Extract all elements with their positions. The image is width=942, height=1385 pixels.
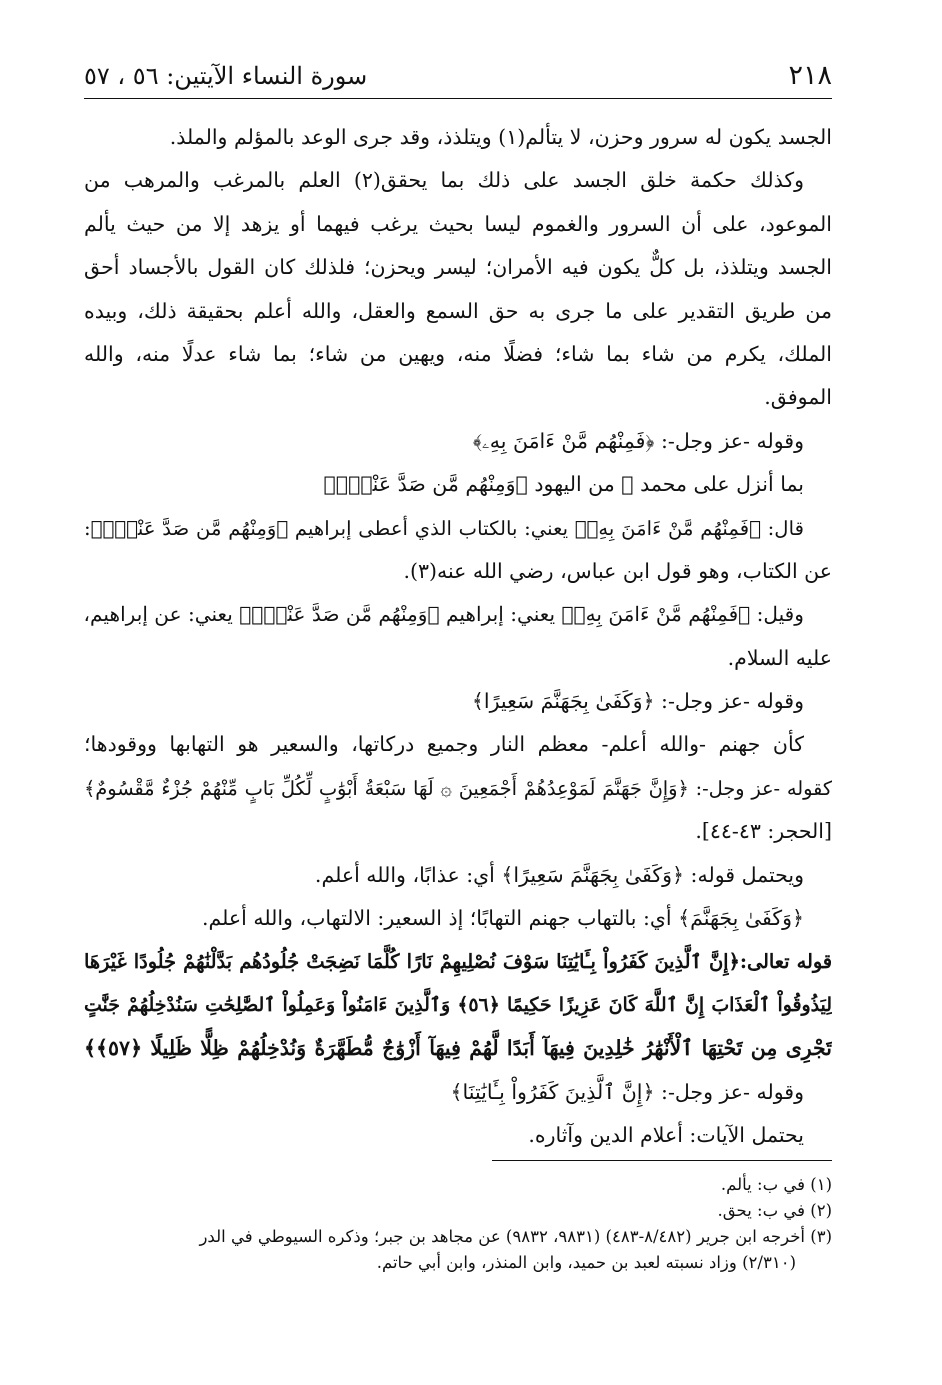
- text-line: [84, 246, 832, 289]
- text-line: [84, 1114, 832, 1157]
- running-title: سورة النساء الآيتين: ٥٦ ، ٥٧: [84, 62, 368, 90]
- line-text: وقوله -عز وجل-: ﴿إِنَّ ٱلَّذِينَ كَفَرُواْ بِـَٔايَٰتِنَا﴾: [450, 1079, 804, 1104]
- text-line: [84, 116, 832, 159]
- line-text: كأن جهنم -والله أعلم- معظم النار وجميع دركاتها، والسعير هو التهابها ووقودها؛: [84, 732, 804, 757]
- text-line: [84, 984, 832, 1027]
- text-line: [84, 767, 832, 810]
- line-text: الجسد ويتلذذ، بل كلٌّ يكون فيه الأمران؛ ليسر ويحزن؛ فلذلك كان القول بالأجساد أحق: [84, 255, 832, 280]
- line-text: الموفق.: [764, 385, 832, 410]
- line-text: تَجْرِى مِن تَحْتِهَا ٱلْأَنْهَٰرُ خَٰلِدِينَ فِيهَآ أَبَدًا لَّهُمْ فِيهَآ أَزْوَٰجٌ مُّطَهَّرَةٌ وَنُدْخِلُهُمْ ظِلًّا ظَلِيلًا ﴿٥٧﴾﴾: [84, 1036, 832, 1061]
- text-line: [84, 420, 832, 463]
- page-header: [84, 56, 832, 96]
- text-line: [84, 333, 832, 376]
- line-text: لِيَذُوقُواْ ٱلْعَذَابَ إِنَّ ٱللَّهَ كَانَ عَزِيزًا حَكِيمًا ﴿٥٦﴾ وَٱلَّذِينَ ءَامَنُواْ وَعَمِلُواْ ٱلصَّٰلِحَٰتِ سَنُدْخِلُهُمْ جَنَّٰتٍ: [84, 993, 832, 1016]
- text-line: [84, 463, 832, 506]
- line-text: بما أنزل على محمد ﷺ من اليهود ﴿وَمِنْهُم مَّن صَدَّ عَنْهُۚ﴾: [323, 472, 804, 497]
- text-line: [84, 593, 832, 636]
- line-text: عن الكتاب، وهو قول ابن عباس، رضي الله عنه(٣).: [403, 558, 832, 583]
- footnote: (٢) في ب: يحق.: [717, 1201, 832, 1220]
- text-line: [84, 723, 832, 766]
- text-line: [84, 203, 832, 246]
- header-rule: [84, 98, 832, 99]
- text-line: [84, 290, 832, 333]
- line-text: عليه السلام.: [727, 645, 832, 670]
- text-line: [84, 1027, 832, 1070]
- line-text: وقيل: ﴿فَمِنْهُم مَّنْ ءَامَنَ بِهِۦ﴾ يعني: إبراهيم ﴿وَمِنْهُم مَّن صَدَّ عَنْهُۚ﴾ يعني: عن إبراهيم،: [84, 602, 804, 627]
- footnote: (١) في ب: يألم.: [720, 1175, 832, 1194]
- footnote: (٣) أخرجه ابن جرير (٨/٤٨٢-٤٨٣) (٩٨٣١، ٩٨٣٢) عن مجاهد بن جبر؛ وذكره السيوطي في الدر: [199, 1227, 832, 1246]
- main-text: [84, 116, 832, 1157]
- line-text: الملك، يكرم من شاء بما شاء؛ فضلًا منه، ويهين من شاء؛ بما شاء عدلًا منه، والله: [84, 341, 832, 366]
- text-line: [84, 680, 832, 723]
- page-number: ٢١٨: [788, 60, 832, 91]
- text-line: [84, 507, 832, 550]
- text-line: [84, 376, 832, 419]
- text-line: [84, 159, 832, 202]
- text-line: [84, 854, 832, 897]
- text-line: [84, 810, 832, 853]
- line-text: الجسد يكون له سرور وحزن، لا يتألم(١) ويتلذذ، وقد جرى الوعد بالمؤلم والملذ.: [169, 125, 832, 149]
- line-text: ﴿إِنَّ ٱلَّذِينَ كَفَرُواْ بِـَٔايَٰتِنَا سَوْفَ نُصْلِيهِمْ نَارًا كُلَّمَا نَضِجَتْ جُلُودُهُم بَدَّلْنَٰهُمْ جُلُودًا غَيْرَهَا: [84, 950, 740, 974]
- line-text: الموعود، على أن السرور والغموم ليسا بحيث يرغب فيهما أو يزهد إلا من حيث يألم: [84, 211, 832, 236]
- line-text: ﴿وَكَفَىٰ بِجَهَنَّمَ﴾ أي: بالتهاب جهنم التهابًا؛ إذ السعير: الالتهاب، والله أعلم.: [201, 906, 804, 931]
- text-line: [84, 637, 832, 680]
- line-text: من طريق التقدير على ما جرى به حق السمع والعقل، والله أعلم بحقيقة ذلك، وبيده: [84, 298, 832, 323]
- line-text: وكذلك حكمة خلق الجسد على ذلك بما يحقق(٢) العلم بالمرغب والمرهب من: [84, 168, 804, 193]
- line-text: يحتمل الآيات: أعلام الدين وآثاره.: [528, 1122, 804, 1147]
- verse-lead: قوله تعالى:: [739, 950, 832, 974]
- line-text: [الحجر: ٤٣-٤٤].: [695, 819, 832, 844]
- line-text: وقوله -عز وجل-: ﴿فَمِنْهُم مَّنْ ءَامَنَ بِهِۦ﴾: [472, 428, 804, 453]
- line-text: ويحتمل قوله: ﴿وَكَفَىٰ بِجَهَنَّمَ سَعِيرًا﴾ أي: عذابًا، والله أعلم.: [314, 862, 804, 887]
- text-line: [84, 550, 832, 593]
- line-text: كقوله -عز وجل-: ﴿وَإِنَّ جَهَنَّمَ لَمَوْعِدُهُمْ أَجْمَعِينَ ۞ لَهَا سَبْعَةُ أَبْوَٰبٍ لِّكُلِّ بَابٍ مِّنْهُمْ جُزْءٌ مَّقْسُومٌ﴾: [84, 776, 832, 800]
- line-text: قال: ﴿فَمِنْهُم مَّنْ ءَامَنَ بِهِۦ﴾ يعني: بالكتاب الذي أعطى إبراهيم ﴿وَمِنْهُم مَّن صَدَّ عَنْهُۚ﴾:: [84, 516, 804, 540]
- footnote: (٢/٣١٠) وزاد نسبته لعبد بن حميد، وابن المنذر، وابن أبي حاتم.: [376, 1253, 796, 1272]
- line-text: وقوله -عز وجل-: ﴿وَكَفَىٰ بِجَهَنَّمَ سَعِيرًا﴾: [471, 689, 804, 714]
- footnotes: [84, 1172, 832, 1276]
- footnote-rule: [492, 1160, 832, 1161]
- text-line: [84, 940, 832, 983]
- text-line: [84, 1071, 832, 1114]
- text-line: [84, 897, 832, 940]
